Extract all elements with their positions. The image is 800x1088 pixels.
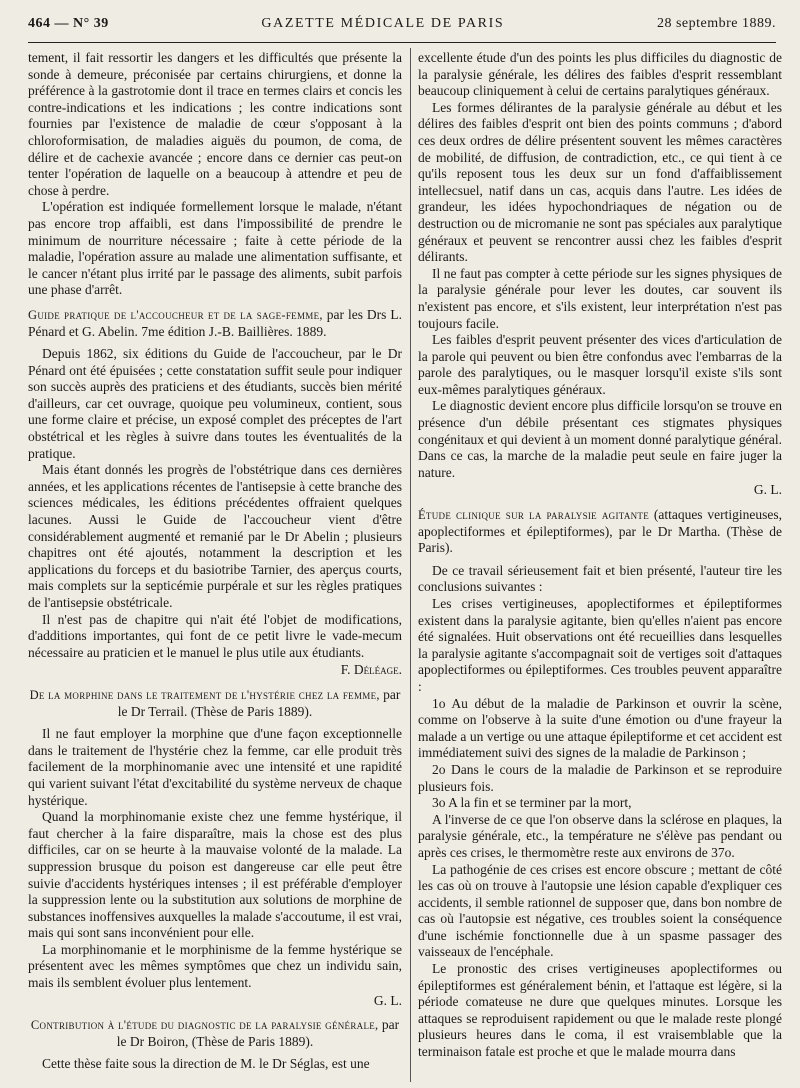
paragraph: La morphinomanie et le morphinisme de la femme hystérique se présentent avec les mêmes symptômes que chez un individu sain, mais ils semblent évoluer plus lentement.: [28, 941, 402, 991]
paragraph: Depuis 1862, six éditions du Guide de l'accoucheur, par le Dr Pénard ont été épuisées ; cette constatation suffit seule pour indiquer son succès auprès des praticiens et des étudiants, succès bien mérité d'ailleurs, car cet ouvrage, quoique peu volumineux, contient, sous une forme claire et précise, un exposé complet des préceptes de l'art obstétrical et les règles à suivre dans toutes les éventualités de la pratique.: [28, 346, 402, 461]
left-column: [28, 50, 402, 1084]
paragraph: La pathogénie de ces crises est encore obscure ; mettant de côté les cas où on trouve à l'autopsie une lésion capable d'expliquer ces accidents, il semble rationnel de supposer que, dans bon nombre de cas où l'autopsie est négative, ces troubles soient la conséquence d'une ischémie fonctionnelle due à un spasme passager des vaisseaux de l'encéphale.: [418, 861, 782, 960]
review-title-caps: Étude clinique sur la paralysie agitante: [418, 508, 650, 523]
paragraph: 3o A la fin et se terminer par la mort,: [432, 795, 632, 811]
paragraph: Le pronostic des crises vertigineuses apoplectiformes ou épileptiformes est généralement bénin, et l'attaque est légère, si la période comateuse ne dure que quelques minutes. Lorsque les attaques se reproduisent rapidement ou que le malade reste plongé plusieurs heures dans le coma, il est vraisemblable que la terminaison fatale est proche et que le malade mourra dans: [418, 961, 782, 1060]
right-column: [418, 50, 782, 1084]
paragraph: Les crises vertigineuses, apoplectiformes et épileptiformes existent dans la paralysie agitante, bien qu'elles n'aient pas encore été signalées. Huit observations ont été recueillies dans lesquelles la paralysie agitante s'accompagnait soit de vertiges soit d'attaques apoplectiformes ou épileptiformes. Ces troubles peuvent apparaître :: [418, 596, 782, 694]
paragraph: 2o Dans le cours de la maladie de Parkinson et se reproduire plusieurs fois.: [418, 761, 782, 794]
author-signature: G. L.: [373, 992, 402, 1008]
review-title: [418, 507, 782, 557]
paragraph: excellente étude d'un des points les plus difficiles du diagnostic de la paralysie générale, les délires des faibles d'esprit ressemblant beaucoup cliniquement à celui de certains paralytiques généraux.: [418, 50, 782, 99]
paragraph: Cette thèse faite sous la direction de M. le Dr Séglas, est une: [42, 1056, 370, 1072]
paragraph: De ce travail sérieusement fait et bien présenté, l'auteur tire les conclusions suivantes :: [418, 562, 782, 595]
review-title-rest: (attaques vertigineuses, apoplectiformes et épileptiformes), par le Dr Martha. (Thèse de Paris).: [418, 507, 782, 556]
paragraph: Il ne faut employer la morphine que d'une façon exceptionnelle dans le traitement de l'hystérie chez la femme, car elle produit très facilement de la morphinomanie avec une intensité et une rapidité qui varient suivant l'état d'excitabilité du système nerveux de chaque hystérique.: [28, 726, 402, 808]
paragraph: Le diagnostic devient encore plus difficile lorsqu'on se trouve en présence d'un débile présentant ces stigmates physiques congénitaux et qui devient à un moment donné paralytique général. Dans ce cas, la marche de la maladie peut seule en faire juger la nature.: [418, 398, 782, 480]
issue-date: 28 septembre 1889.: [656, 16, 776, 31]
column-divider: [410, 48, 411, 1082]
paragraph: Les faibles d'esprit peuvent présenter des vices d'articulation de la parole qui peuvent ou bien être confondus avec l'embarras de la parole des paralytiques, ou le masquer lorsqu'il existe s'ils sont eux-mêmes paralytiques généraux.: [418, 332, 782, 397]
review-title-rest: par le Dr Boiron, (Thèse de Paris 1889).: [116, 1017, 400, 1049]
paragraph: Les formes délirantes de la paralysie générale au début et les délires des faibles d'esprit ont bien des points communs ; d'abord ces deux ordres de délire présentent souvent les mêmes caractères de mobilité, de diffusion, de contradiction, etc., ce qui tient à ce qu'ils reposent tous les deux sur un fond d'affaiblissement intellecsuel, natif dans un cas, acquis dans l'autre. Les idées de grandeur, les idées hypochondriaques de négation ou de destruction ou de micromanie ne sont pas spéciales aux paralytique généraux et peuvent se rencontrer aussi chez les faibles d'esprit délirants.: [418, 99, 782, 265]
author-signature: F. Déléage.: [340, 662, 402, 678]
header-rule: [28, 42, 776, 43]
review-title-rest: par les Drs L. Pénard et G. Abelin. 7me édition J.-B. Baillières. 1889.: [28, 306, 402, 339]
paragraph: A l'inverse de ce que l'on observe dans la sclérose en plaques, la paralysie générale, etc., la température ne s'élève pas pendant ou après ces crises, le thermomètre reste aux environs de 37o.: [418, 811, 782, 860]
paragraph: Quand la morphinomanie existe chez une femme hystérique, il faut chercher à la faire disparaître, mais la chose est des plus difficiles, car on se heurte à la mauvaise volonté de la malade. La suppression brusque du poison est dangereuse car elle peut être suivie d'accidents hystériques intenses ; il est préférable d'employer la suppression lente ou la substitution aux solutions de morphine de substances inoffensives auxquelles la malade s'accoutume, il est vrai, mais qui sont sans inconvénient pour elle.: [28, 809, 402, 941]
review-title: [28, 1017, 402, 1050]
review-title: [28, 687, 402, 720]
review-title-caps: De la morphine dans le traitement de l'hystérie chez la femme,: [29, 687, 380, 702]
journal-title: GAZETTE MÉDICALE DE PARIS: [261, 16, 505, 31]
page-number: 464 — N° 39: [28, 16, 109, 31]
page-header: [28, 16, 776, 38]
paragraph: 1o Au début de la maladie de Parkinson et ouvrir la scène, comme on l'observe à la suite d'une émotion ou d'une frayeur la malade a un vertige ou une attaque épileptiforme et cet accident est immédiatement suivi des signes de la maladie de Parkinson ;: [418, 695, 782, 761]
paragraph: Mais étant donnés les progrès de l'obstétrique dans ces dernières années, et les applications récentes de l'antisepsie à cette branche des sciences médicales, les éditions précédentes offraient quelques lacunes. Aussi le Guide de l'accoucheur vient d'être considérablement augmenté et remanié par le Dr Abelin ; plusieurs chapitres ont été ajoutés, notamment la description et les applications du forceps et du basiotribe Tarnier, des aperçus courts, mais complets sur la septicémie purpérale et sur les règles pratiques de l'antisepsie obstétricale.: [28, 462, 402, 610]
review-title-caps: Contribution à l'étude du diagnostic de la paralysie générale,: [30, 1018, 379, 1033]
paragraph: L'opération est indiquée formellement lorsque le malade, n'étant pas encore trop affaibli, est dans l'impossibilité de prendre le minimum de nourriture nécessaire ; faite à cette période de la maladie, l'opération assure au malade une alimentation suffisante, et le cancer n'étant plus irrité par le passage des aliments, subit parfois une phase d'arrêt.: [28, 199, 402, 298]
author-signature: G. L.: [753, 482, 782, 498]
paragraph: Il n'est pas de chapitre qui n'ait été l'objet de modifications, d'additions importantes, qui font de ce petit livre le vade-mecum nécessaire au praticien et le manuel le plus utile aux étudiants.: [28, 611, 402, 660]
review-title-rest: par le Dr Terrail. (Thèse de Paris 1889).: [117, 686, 401, 719]
review-title-caps: Guide pratique de l'accoucheur et de la sage-femme,: [28, 307, 323, 322]
review-title: [28, 307, 402, 340]
paragraph: Il ne faut pas compter à cette période sur les signes physiques de la paralysie générale pour lever les doutes, car souvent ils n'existent pas encore, et s'ils existent, leur interprétation n'est pas toujours facile.: [418, 265, 782, 331]
paragraph: tement, il fait ressortir les dangers et les difficultés que présente la sonde à demeure, préconisée par certains chirurgiens, et donne la préférence à la gastrotomie dont il trace en termes clairs et concis les contre-indications et les indications ; les contre indications sont fournies par l'existence de maladie de cœur s'opposant à la chloroformisation, de maladies aiguës du poumon, de coma, de délire et de cachexie avancée ; encore dans ce dernier cas peut-on tenter l'opération de laquelle on a beaucoup à attendre et peu de chose à perdre.: [28, 50, 402, 198]
